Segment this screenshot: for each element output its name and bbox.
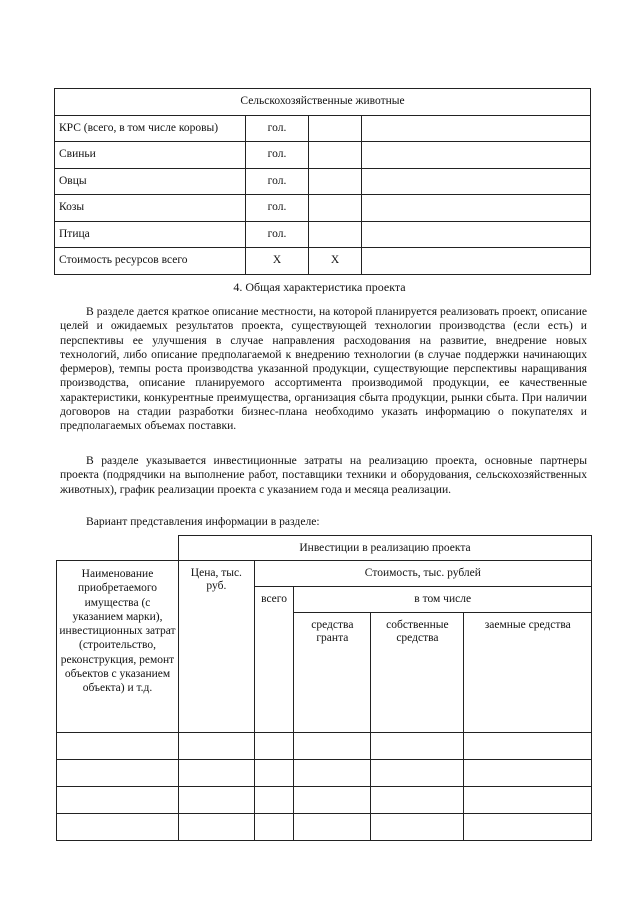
row-cell xyxy=(309,142,362,169)
header-loan: заемные средства xyxy=(464,613,592,733)
table-row xyxy=(55,115,591,142)
row-name: Стоимость ресурсов всего xyxy=(55,248,246,275)
table-row xyxy=(55,221,591,248)
row-unit: гол. xyxy=(246,142,309,169)
table-row xyxy=(57,787,592,814)
row-name: Козы xyxy=(55,195,246,222)
section-title: 4. Общая характеристика проекта xyxy=(233,280,406,294)
empty-cell xyxy=(371,787,464,814)
table-row xyxy=(57,814,592,841)
row-unit: гол. xyxy=(246,168,309,195)
empty-cell xyxy=(179,733,255,760)
row-cell xyxy=(309,221,362,248)
paragraph-investment: В разделе указывается инвестиционные затраты на реализацию проекта, основные партнеры проекта (подрядчики на выполнение работ, поставщики техники и оборудования, сельскохозяйственных животных), график реализации проекта с указанием года и месяца реализации. xyxy=(60,454,587,496)
empty-cell xyxy=(464,760,592,787)
livestock-table xyxy=(54,88,591,275)
empty-cell xyxy=(294,733,371,760)
table-row xyxy=(57,733,592,760)
empty-cell xyxy=(57,760,179,787)
header-total: всего xyxy=(254,587,294,733)
empty-cell xyxy=(179,814,255,841)
row-unit: гол. xyxy=(246,221,309,248)
row-cell xyxy=(309,168,362,195)
empty-cell xyxy=(254,760,294,787)
investment-table-title: Инвестиции в реализацию проекта xyxy=(179,536,592,561)
empty-cell xyxy=(294,760,371,787)
row-cell xyxy=(362,142,591,169)
row-name: КРС (всего, в том числе коровы) xyxy=(55,115,246,142)
empty-cell xyxy=(57,787,179,814)
empty-cell xyxy=(57,733,179,760)
empty-cell xyxy=(254,787,294,814)
empty-cell xyxy=(371,760,464,787)
header-price: Цена, тыс. руб. xyxy=(179,561,255,733)
row-cell xyxy=(362,221,591,248)
empty-cell xyxy=(294,787,371,814)
table-row xyxy=(55,142,591,169)
row-cell: Х xyxy=(309,248,362,275)
header-name: Наименование приобретаемого имущества (с указанием марки), инвестиционных затрат (строительство, реконструкция, ремонт объектов с указанием объекта) и т.д. xyxy=(57,561,179,733)
empty-cell xyxy=(294,814,371,841)
empty-cell xyxy=(254,814,294,841)
header-grant: средства гранта xyxy=(294,613,371,733)
table-row xyxy=(55,195,591,222)
livestock-table-header: Сельскохозяйственные животные xyxy=(55,89,591,116)
row-name: Птица xyxy=(55,221,246,248)
table-row xyxy=(57,760,592,787)
row-cell xyxy=(362,195,591,222)
header-including: в том числе xyxy=(294,587,592,613)
row-cell xyxy=(362,248,591,275)
table-corner xyxy=(57,536,179,561)
row-cell xyxy=(309,115,362,142)
row-unit: гол. xyxy=(246,115,309,142)
empty-cell xyxy=(371,733,464,760)
row-cell xyxy=(309,195,362,222)
empty-cell xyxy=(371,814,464,841)
row-unit: гол. xyxy=(246,195,309,222)
empty-cell xyxy=(464,787,592,814)
empty-cell xyxy=(179,760,255,787)
row-cell xyxy=(362,115,591,142)
empty-cell xyxy=(464,814,592,841)
row-unit: Х xyxy=(246,248,309,275)
empty-cell xyxy=(57,814,179,841)
paragraph-description: В разделе дается краткое описание местности, на которой планируется реализовать проект, описание целей и ожидаемых результатов проекта, существующей технологии производства (если есть) и перспективы ее улучшения в случае направления расходования на развитие, внедрение новых технологий, либо описание предполагаемой к внедрению технологии (в случае поддержки начинающих фермеров), темпы роста производства указанной продукции, существующие перспективы наращивания производства, описание планируемого ассортимента производимой продукции, ее качественные характеристики, конкурентные преимущества, организация сбыта продукции, рынки сбыта. При наличии договоров на стадии разработки бизнес-плана необходимо указать информацию о покупателях и предполагаемых объемах поставки. xyxy=(60,305,587,433)
header-cost: Стоимость, тыс. рублей xyxy=(254,561,591,587)
row-name: Овцы xyxy=(55,168,246,195)
empty-cell xyxy=(464,733,592,760)
row-name: Свиньи xyxy=(55,142,246,169)
row-cell xyxy=(362,168,591,195)
header-own: собственные средства xyxy=(371,613,464,733)
table-row xyxy=(55,248,591,275)
table-row xyxy=(55,168,591,195)
paragraph-variant: Вариант представления информации в разделе: xyxy=(86,515,320,528)
investment-table xyxy=(56,535,592,841)
empty-cell xyxy=(179,787,255,814)
empty-cell xyxy=(254,733,294,760)
